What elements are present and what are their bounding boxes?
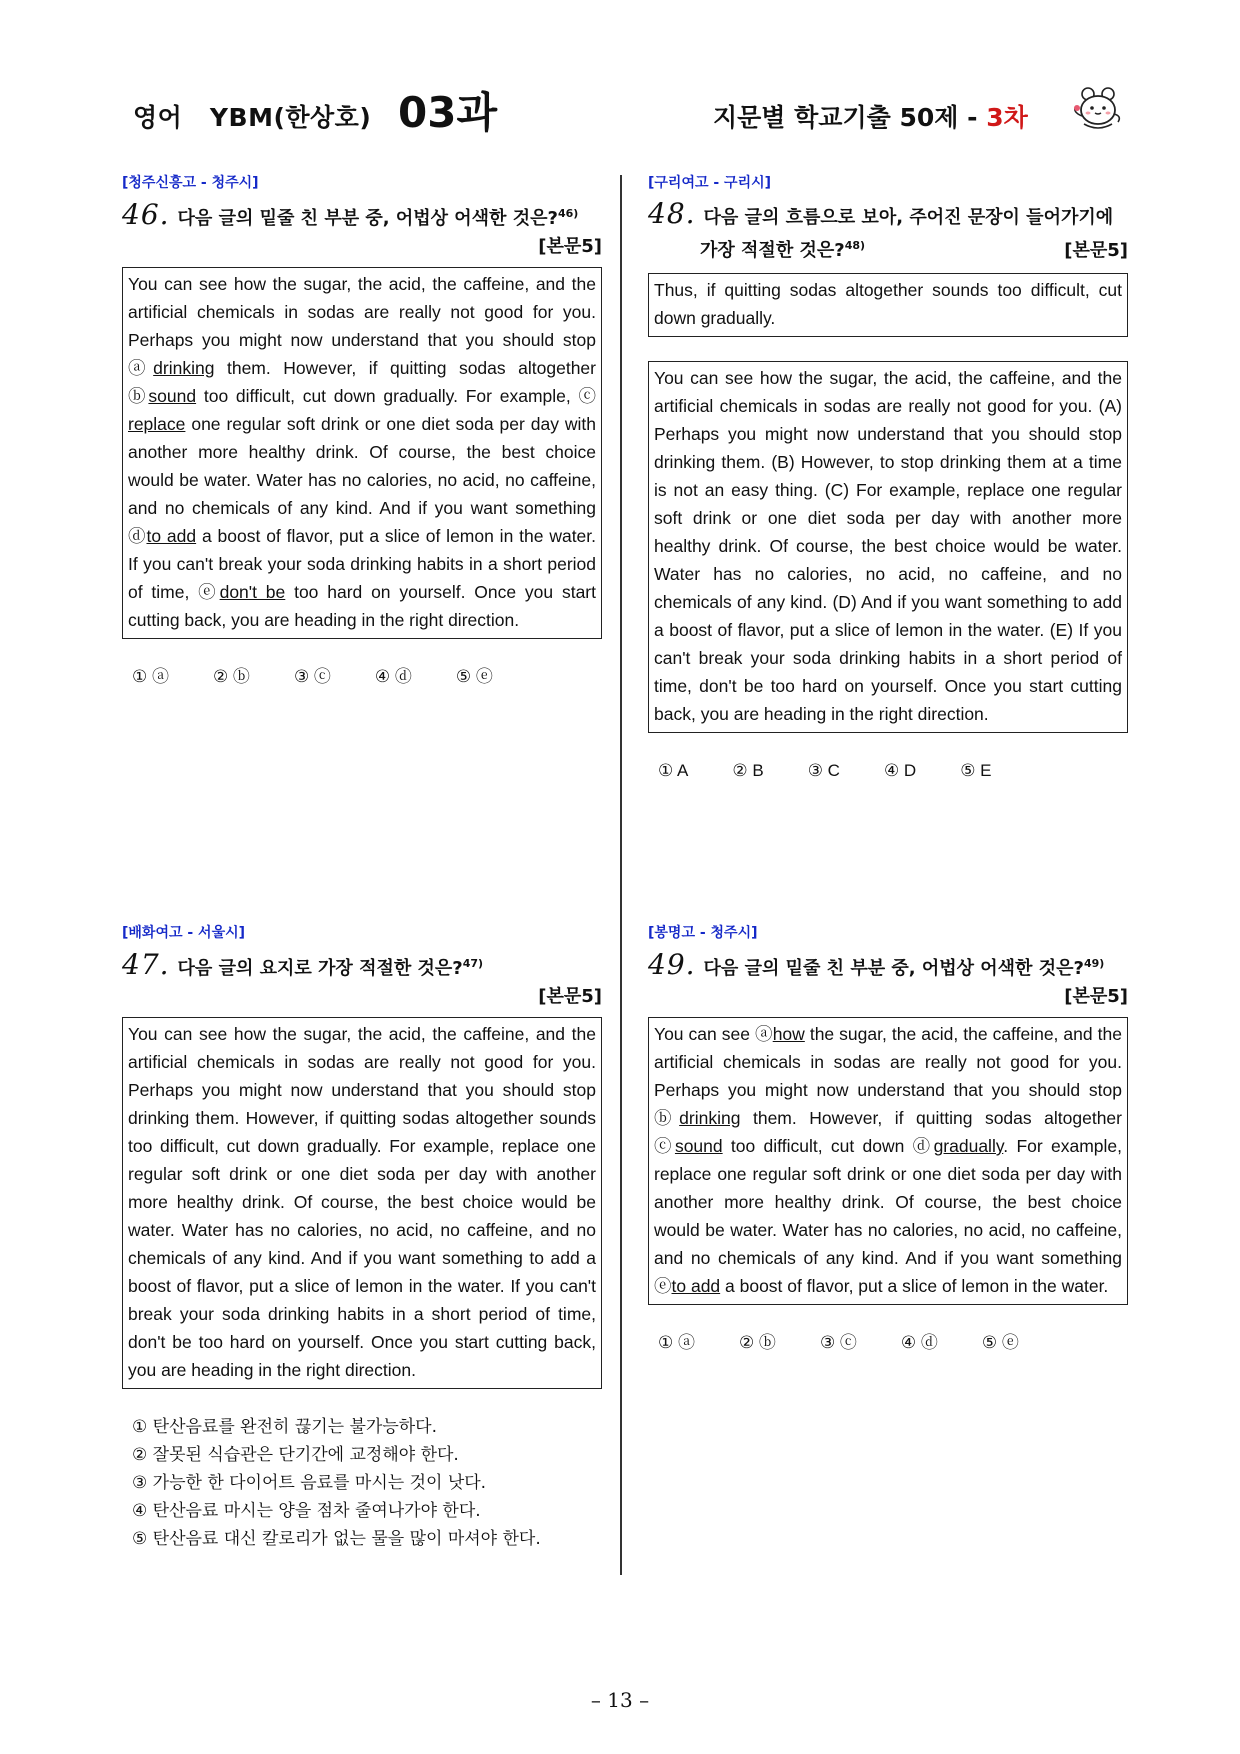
question-49 <box>648 924 1128 1357</box>
underlined-segment: sound <box>148 386 197 406</box>
question-prompt <box>648 950 1128 983</box>
choice-3[interactable]: ③ 가능한 한 다이어트 음료를 마시는 것이 낫다. <box>132 1473 487 1493</box>
passage-box <box>648 1017 1128 1305</box>
question-number: 49. <box>648 948 696 981</box>
question-prompt <box>122 950 602 983</box>
choice-1[interactable]: ① 탄산음료를 완전히 끊기는 불가능하다. <box>132 1417 438 1437</box>
passage-tag: [본문5] <box>538 236 602 257</box>
underlined-segment: drinking <box>153 358 215 378</box>
question-number: 46. <box>122 198 170 231</box>
choice-3[interactable]: ③ ⓒ <box>819 1333 857 1352</box>
page-header <box>0 0 1240 140</box>
underlined-segment: drinking <box>679 1108 741 1128</box>
question-source: [배화여고 - 서울시] <box>122 925 246 941</box>
question-prompt <box>122 200 602 233</box>
choice-5[interactable]: ⑤ ⓔ <box>455 667 493 686</box>
question-text: 다음 글의 밑줄 친 부분 중, 어법상 어색한 것은? <box>177 208 558 229</box>
question-number: 48. <box>648 197 696 230</box>
choice-5[interactable]: ⑤ E <box>960 761 992 780</box>
underlined-segment: to add <box>146 526 197 546</box>
underlined-segment: replace <box>128 414 186 434</box>
question-source: [구리여고 - 구리시] <box>648 175 772 191</box>
series-title <box>713 98 1028 134</box>
passage-tag: [본문5] <box>1064 986 1128 1007</box>
underlined-segment: sound <box>674 1136 723 1156</box>
passage-text: You can see how the sugar, the acid, the caffeine, and the artificial chemicals in sodas are really not good for you. Perhaps you might now understand that you should stop ⓐ <box>128 274 596 378</box>
passage-text: too difficult, cut down ⓓ <box>722 1136 934 1156</box>
choice-3[interactable]: ③ ⓒ <box>293 667 331 686</box>
passage-text: them. However, if quitting sodas altogether ⓑ <box>128 358 596 406</box>
question-text: 다음 글의 요지로 가장 적절한 것은? <box>177 958 463 979</box>
question-prompt <box>648 197 1128 232</box>
underlined-segment: to add <box>671 1276 721 1296</box>
passage-box <box>122 267 602 639</box>
choice-2[interactable]: ② ⓑ <box>738 1333 776 1352</box>
question-48 <box>648 174 1128 785</box>
question-text-line1: 다음 글의 흐름으로 보아, 주어진 문장이 들어가기에 <box>703 207 1114 228</box>
choice-2[interactable]: ② ⓑ <box>212 667 250 686</box>
column-divider <box>620 175 622 1575</box>
choice-5[interactable]: ⑤ 탄산음료 대신 칼로리가 없는 물을 많이 마셔야 한다. <box>132 1529 541 1549</box>
question-number: 47. <box>122 948 170 981</box>
series-prefix: 지문별 학교기출 50제 - <box>713 103 987 132</box>
question-source: [봉명고 - 청주시] <box>648 925 758 941</box>
series-round: 3차 <box>986 103 1028 132</box>
passage-text: a boost of flavor, put a slice of lemon in the water. <box>720 1276 1109 1296</box>
page-number: – 13 – <box>590 1688 650 1712</box>
question-text: 다음 글의 밑줄 친 부분 중, 어법상 어색한 것은? <box>703 958 1084 979</box>
passage-text: them. However, if quitting sodas altogether ⓒ <box>654 1108 1122 1156</box>
lesson-title: 03과 <box>398 88 498 137</box>
question-46 <box>122 174 602 691</box>
given-sentence-box: Thus, if quitting sodas altogether sounds too difficult, cut down gradually. <box>648 273 1128 337</box>
passage-text: the sugar, the acid, the caffeine, and the artificial chemicals in sodas are really not good for you. Perhaps you might now understand that you should stop ⓑ <box>654 1024 1122 1128</box>
footnote-ref: 46) <box>557 207 579 220</box>
passage-text: a boost of flavor, put a slice of lemon in the water. If you can't break your soda drinking habits in a short period of time, ⓔ <box>128 526 597 602</box>
passage-text: too difficult, cut down gradually. For example, ⓒ <box>196 386 597 406</box>
underlined-segment: gradually <box>933 1136 1004 1156</box>
subject-title: 영어 YBM(한상호) <box>133 103 372 132</box>
answer-choices <box>648 1329 1128 1357</box>
choice-2[interactable]: ② B <box>732 761 764 780</box>
answer-choices <box>648 757 1128 785</box>
question-prompt-line2 <box>648 232 1128 265</box>
footnote-ref: 48) <box>844 239 866 252</box>
choice-1[interactable]: ① A <box>658 761 689 780</box>
passage-text: one regular soft drink or one diet soda per day with another more healthy drink. Of course, the best choice would be water. Water has no calories, no acid, no caffeine, and no chemicals of any kind. And if you want something ⓓ <box>128 414 596 546</box>
question-text-line2: 가장 적절한 것은? <box>700 240 845 261</box>
footnote-ref: 47) <box>462 957 484 970</box>
passage-text: too hard on yourself. Once you start cutting back, you are heading in the right direction. <box>128 582 596 630</box>
underlined-segment: how <box>772 1024 805 1044</box>
passage-tag: [본문5] <box>1064 240 1128 261</box>
underlined-segment: don't be <box>219 582 286 602</box>
question-47 <box>122 924 602 1553</box>
question-prompt-indent <box>648 232 1128 265</box>
passage-box: You can see how the sugar, the acid, the caffeine, and the artificial chemicals in sodas are really not good for you. Perhaps you might now understand that you should stop drinking them. However, if quitting sodas altogether sounds too difficult, cut down gradually. For example, replace one regular soft drink or one diet soda per day with another more healthy drink. Of course, the best choice would be water. Water has no calories, no acid, no caffeine, and no chemicals of any kind. And if you want something to add a boost of flavor, put a slice of lemon in the water. If you can't break your soda drinking habits in a short period of time, don't be too hard on yourself. Once you start cutting back, you are heading in the right direction. <box>122 1017 602 1389</box>
choice-1[interactable]: ① ⓐ <box>658 1333 695 1352</box>
footnote-ref: 49) <box>1083 957 1105 970</box>
choice-5[interactable]: ⑤ ⓔ <box>981 1333 1019 1352</box>
passage-tag: [본문5] <box>538 986 602 1007</box>
choice-4[interactable]: ④ ⓓ <box>900 1333 938 1352</box>
passage-text: . For example, replace one regular soft drink or one diet soda per day with another more healthy drink. Of course, the best choice would be water. Water has no calories, no acid, no caffeine, and no chemicals of any kind. And if you want something ⓔ <box>654 1136 1122 1296</box>
passage-box: You can see how the sugar, the acid, the caffeine, and the artificial chemicals in sodas are really not good for you. (A) Perhaps you might now understand that you should stop drinking them. (B) However, to stop drinking them at a time is not an easy thing. (C) For example, replace one regular soft drink or one diet soda per day with another more healthy drink. Of course, the best choice would be water. Water has no calories, no acid, no caffeine, and no chemicals of any kind. (D) And if you want something to add a boost of flavor, put a slice of lemon in the water. (E) If you can't break your soda drinking habits in a short period of time, don't be too hard on yourself. Once you start cutting back, you are heading in the right direction. <box>648 361 1128 733</box>
bear-mascot-icon <box>1068 84 1124 134</box>
choice-4[interactable]: ④ ⓓ <box>374 667 412 686</box>
choice-4[interactable]: ④ 탄산음료 마시는 양을 점차 줄여나가야 한다. <box>132 1501 481 1521</box>
choice-2[interactable]: ② 잘못된 식습관은 단기간에 교정해야 한다. <box>132 1445 459 1465</box>
question-source: [청주신흥고 - 청주시] <box>122 175 259 191</box>
answer-choices <box>122 663 602 691</box>
choice-1[interactable]: ① ⓐ <box>132 667 169 686</box>
choice-3[interactable]: ③ C <box>807 761 840 780</box>
answer-choices <box>122 1413 602 1553</box>
passage-text: You can see ⓐ <box>654 1024 773 1044</box>
choice-4[interactable]: ④ D <box>883 761 917 780</box>
